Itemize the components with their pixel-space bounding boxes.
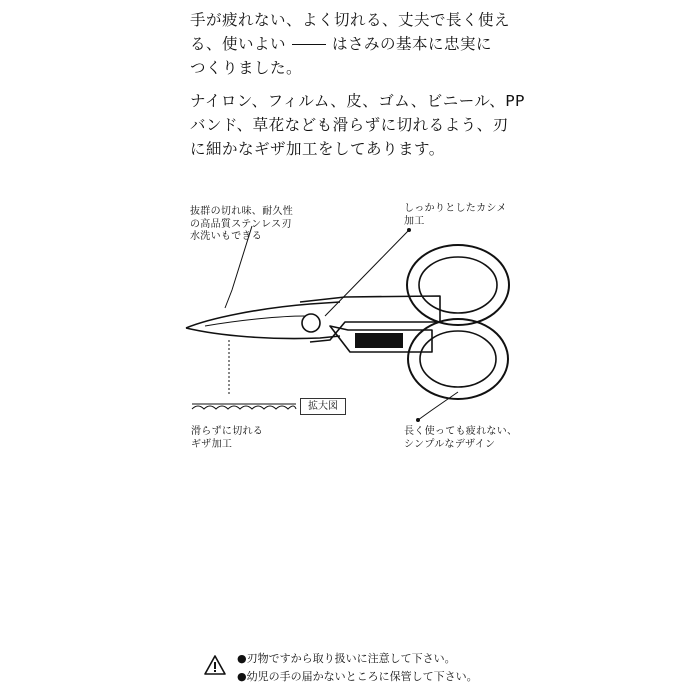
- callout-rivet-line-2: 加工: [404, 215, 425, 227]
- intro-p2-line-1: ナイロン、フィルム、皮、ゴム、ビニール、PP: [190, 92, 525, 110]
- callout-blade-line-1: 抜群の切れ味、耐久性: [190, 206, 293, 217]
- intro-p1-line-1: 手が疲れない、よく切れる、丈夫で長く使え: [190, 11, 511, 29]
- intro-p1-line-2b: はさみの基本に忠実に: [332, 35, 493, 53]
- callout-blade: [190, 206, 293, 244]
- callout-handle: [404, 426, 517, 451]
- intro-p2-line-2: バンド、草花なども滑らずに切れるよう、刃: [190, 116, 509, 134]
- callout-serration-line-2: ギザ加工: [191, 438, 233, 450]
- intro-p1-line-2a: る、使いよい: [190, 35, 287, 53]
- warning-item-1: ●刃物ですから取り扱いに注意して下さい。: [237, 652, 456, 665]
- callout-serration-line-1: 滑らずに切れる: [191, 426, 264, 437]
- intro-p2-line-3: に細かなギザ加工をしてあります。: [190, 140, 445, 158]
- warning-triangle-icon: [203, 654, 227, 676]
- warning-item-2: ●幼児の手の届かないところに保管して下さい。: [237, 670, 478, 683]
- scissors-icon: [186, 245, 509, 399]
- serration-zoom: [192, 404, 296, 409]
- callout-blade-line-3: 水洗いもできる: [190, 231, 263, 242]
- rivet-leader-line: [325, 230, 409, 316]
- callout-serration: [191, 426, 263, 451]
- zoom-label: 拡大図: [300, 398, 346, 415]
- intro-p1-line-3: つくりました。: [190, 59, 303, 77]
- callout-handle-line-2: シンプルなデザイン: [404, 438, 496, 450]
- callout-blade-line-2: の高品質ステンレス刃: [190, 218, 292, 230]
- callout-rivet-line-1: しっかりとしたカシメ: [404, 203, 507, 214]
- callout-rivet: [404, 203, 507, 228]
- callout-handle-line-1: 長く使っても疲れない、: [404, 426, 518, 437]
- warning-list: [237, 650, 557, 686]
